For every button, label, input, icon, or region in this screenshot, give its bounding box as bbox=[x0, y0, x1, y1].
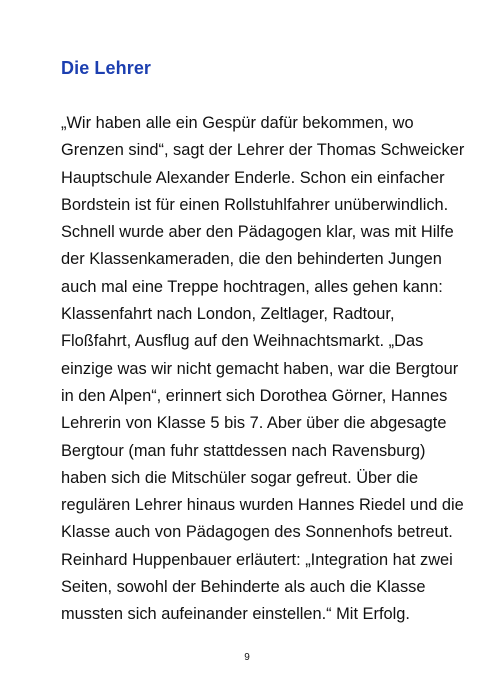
text-line: Bergtour (man fuhr stattdessen nach Ravensburg) bbox=[61, 441, 426, 460]
text-line: einzige was wir nicht gemacht haben, war die Bergtour bbox=[61, 359, 459, 378]
body-paragraph bbox=[61, 110, 481, 629]
text-line: der Klassenkameraden, die den behinderten Jungen bbox=[61, 250, 442, 269]
text-line: regulären Lehrer hinaus wurden Hannes Riedel und die bbox=[61, 496, 464, 515]
text-line: mussten sich aufeinander einstellen.“ Mit Erfolg. bbox=[61, 605, 410, 624]
text-line: Klassenfahrt nach London, Zeltlager, Radtour, bbox=[61, 305, 395, 324]
text-line: Schnell wurde aber den Pädagogen klar, was mit Hilfe bbox=[61, 223, 454, 242]
text-line: Grenzen sind“, sagt der Lehrer der Thomas Schweicker bbox=[61, 141, 465, 160]
text-line: „Wir haben alle ein Gespür dafür bekommen, wo bbox=[61, 114, 414, 132]
text-line: Lehrerin von Klasse 5 bis 7. Aber über die abgesagte bbox=[61, 414, 447, 433]
section-heading: Die Lehrer bbox=[61, 58, 152, 78]
text-line: auch mal eine Treppe hochtragen, alles gehen kann: bbox=[61, 277, 443, 296]
text-line: Bordstein ist für einen Rollstuhlfahrer unüberwindlich. bbox=[61, 195, 449, 214]
text-line: in den Alpen“, erinnert sich Dorothea Görner, Hannes bbox=[61, 386, 448, 405]
text-line: Reinhard Huppenbauer erläutert: „Integration hat zwei bbox=[61, 550, 453, 569]
text-line: Floßfahrt, Ausflug auf den Weihnachtsmarkt. „Das bbox=[61, 332, 424, 351]
text-line: Seiten, sowohl der Behinderte als auch die Klasse bbox=[61, 578, 426, 597]
page-number: 9 bbox=[244, 652, 250, 663]
text-line: Hauptschule Alexander Enderle. Schon ein einfacher bbox=[61, 168, 445, 187]
text-line: haben sich die Mitschüler sogar gefreut. Über die bbox=[61, 468, 419, 487]
text-line: Klasse auch von Pädagogen des Sonnenhofs betreut. bbox=[61, 523, 453, 542]
